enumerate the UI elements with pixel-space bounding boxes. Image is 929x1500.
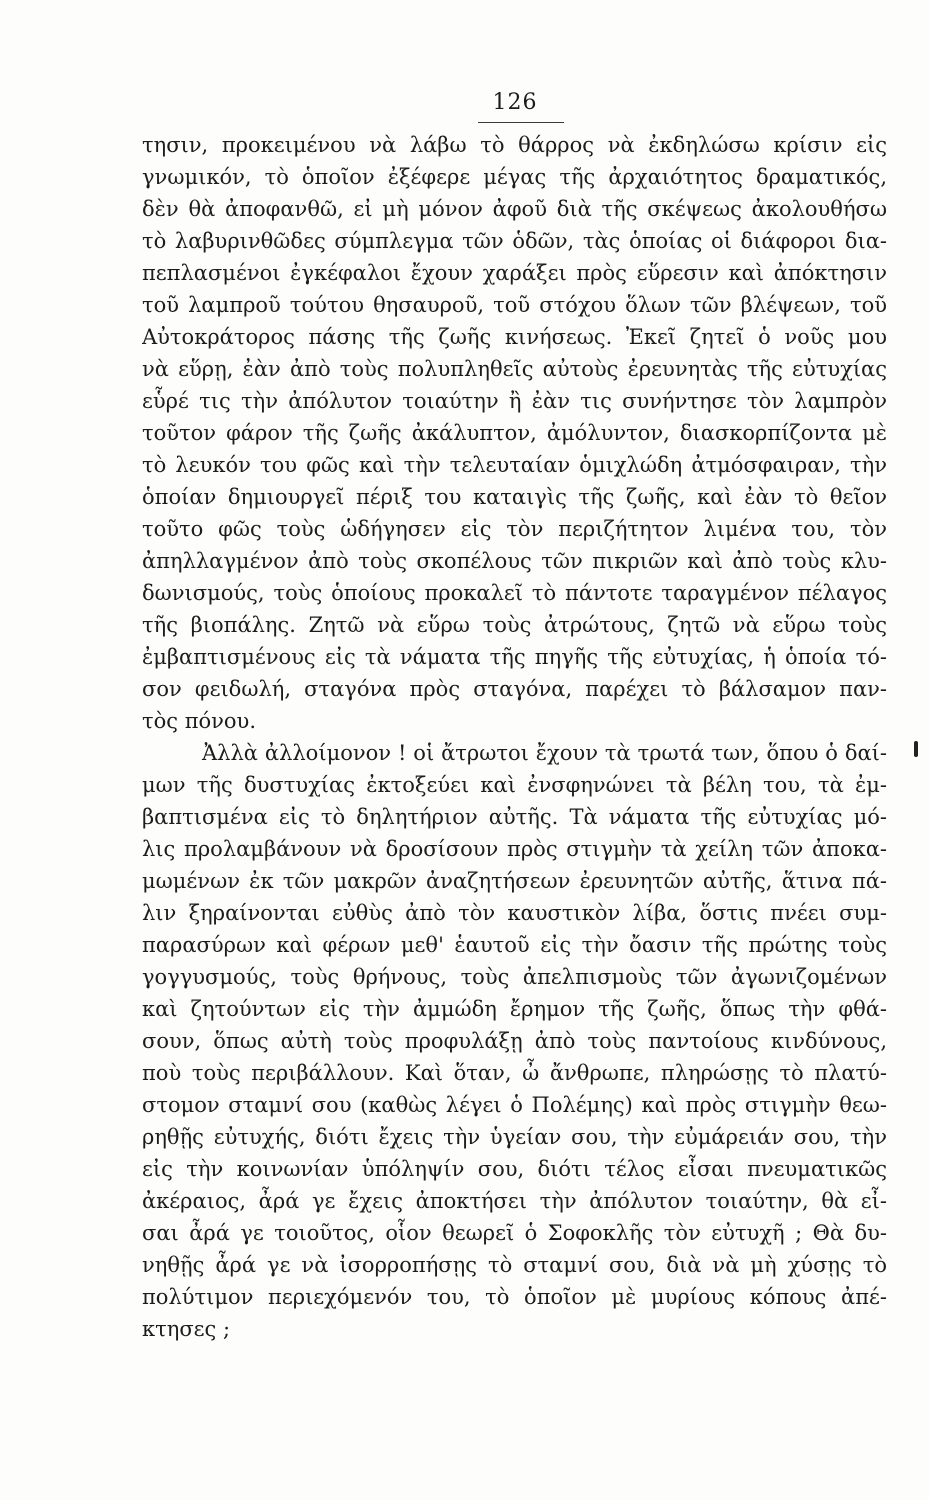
text-line: δωνισμούς, τοὺς ὁποίους προκαλεῖ τὸ πάντοτε ταραγμένον πέλαγος bbox=[142, 581, 887, 605]
text-line: λις προλαμβάνουν νὰ δροσίσουν πρὸς στιγμὴν τὰ χείλη τῶν ἀποκα- bbox=[142, 837, 887, 861]
text-line: καὶ ζητούντων εἰς τὴν ἀμμώδη ἔρημον τῆς ζωῆς, ὅπως τὴν φθά- bbox=[142, 997, 887, 1021]
text-line: μων τῆς δυστυχίας ἐκτοξεύει καὶ ἐνσφηνώνει τὰ βέλη του, τὰ ἐμ- bbox=[142, 773, 887, 797]
margin-ink-mark bbox=[914, 741, 918, 757]
page-number-rule bbox=[478, 122, 564, 123]
text-line: Αὐτοκράτορος πάσης τῆς ζωῆς κινήσεως. Ἐκεῖ ζητεῖ ὁ νοῦς μου bbox=[142, 325, 887, 349]
paragraph-start-line: Ἀλλὰ ἀλλοίμονον ! οἱ ἄτρωτοι ἔχουν τὰ τρωτά των, ὅπου ὁ δαί- bbox=[202, 741, 887, 765]
text-line: εἰς τὴν κοινωνίαν ὑπόληψίν σου, διότι τέλος εἶσαι πνευματικῶς bbox=[142, 1157, 887, 1181]
text-line: γογγυσμούς, τοὺς θρήνους, τοὺς ἀπελπισμοὺς τῶν ἀγωνιζομένων bbox=[142, 965, 887, 989]
text-line: τῆς βιοπάλης. Ζητῶ νὰ εὕρω τοὺς ἀτρώτους, ζητῶ νὰ εὕρω τοὺς bbox=[142, 613, 887, 637]
text-line: εὗρέ τις τὴν ἀπόλυτον τοιαύτην ἢ ἐὰν τις συνήντησε τὸν λαμπρὸν bbox=[142, 389, 887, 413]
text-line: νηθῇς ἆρά γε νὰ ἰσορροπήσῃς τὸ σταμνί σου, διὰ νὰ μὴ χύσῃς τὸ bbox=[142, 1253, 887, 1277]
text-line: παρασύρων καὶ φέρων μεθ' ἑαυτοῦ εἰς τὴν ὄασιν τῆς πρώτης τοὺς bbox=[142, 933, 887, 957]
text-line: σον φειδωλή, σταγόνα πρὸς σταγόνα, παρέχει τὸ βάλσαμον παν- bbox=[142, 677, 887, 701]
text-line: ἐμβαπτισμένους εἰς τὰ νάματα τῆς πηγῆς τῆς εὐτυχίας, ἡ ὁποία τό- bbox=[142, 645, 887, 669]
text-line: τοῦτο φῶς τοὺς ὡδήγησεν εἰς τὸν περιζήτητον λιμένα του, τὸν bbox=[142, 517, 887, 541]
text-line: τὸ λαβυρινθῶδες σύμπλεγμα τῶν ὁδῶν, τὰς ὁποίας οἱ διάφοροι δια- bbox=[142, 229, 887, 253]
body-text bbox=[142, 129, 887, 1345]
text-line: ἀκέραιος, ἆρά γε ἔχεις ἀποκτήσει τὴν ἀπόλυτον τοιαύτην, θὰ εἶ- bbox=[142, 1189, 887, 1213]
text-line: ἀπηλλαγμένον ἀπὸ τοὺς σκοπέλους τῶν πικριῶν καὶ ἀπὸ τοὺς κλυ- bbox=[142, 549, 887, 573]
text-line: νὰ εὕρῃ, ἐὰν ἀπὸ τοὺς πολυπληθεῖς αὐτοὺς ἐρευνητὰς τῆς εὐτυχίας bbox=[142, 357, 887, 381]
text-line: σουν, ὅπως αὐτὴ τοὺς προφυλάξῃ ἀπὸ τοὺς παντοίους κινδύνους, bbox=[142, 1029, 887, 1053]
text-line: τοῦτον φάρον τῆς ζωῆς ἀκάλυπτον, ἀμόλυντον, διασκορπίζοντα μὲ bbox=[142, 421, 887, 445]
text-line: τὸ λευκόν του φῶς καὶ τὴν τελευταίαν ὁμιχλώδη ἀτμόσφαιραν, τὴν bbox=[142, 453, 887, 477]
text-line: γνωμικόν, τὸ ὁποῖον ἐξέφερε μέγας τῆς ἀρχαιότητος δραματικός, bbox=[142, 165, 887, 189]
text-line: τοῦ λαμπροῦ τούτου θησαυροῦ, τοῦ στόχου ὅλων τῶν βλέψεων, τοῦ bbox=[142, 293, 887, 317]
text-line: ποὺ τοὺς περιβάλλουν. Καὶ ὅταν, ὦ ἄνθρωπε, πληρώσῃς τὸ πλατύ- bbox=[142, 1061, 887, 1085]
text-line: τὸς πόνου. bbox=[142, 709, 256, 733]
text-line: ρηθῇς εὐτυχής, διότι ἔχεις τὴν ὑγείαν σου, τὴν εὐμάρειάν σου, τὴν bbox=[142, 1125, 887, 1149]
text-line: κτησες ; bbox=[142, 1317, 231, 1341]
text-line: ὁποίαν δημιουργεῖ πέριξ του καταιγὶς τῆς ζωῆς, καὶ ἐὰν τὸ θεῖον bbox=[142, 485, 887, 509]
text-line: βαπτισμένα εἰς τὸ δηλητήριον αὐτῆς. Τὰ νάματα τῆς εὐτυχίας μό- bbox=[142, 805, 887, 829]
text-line: λιν ξηραίνονται εὐθὺς ἀπὸ τὸν καυστικὸν λίβα, ὅστις πνέει συμ- bbox=[142, 901, 887, 925]
text-line: μωμένων ἐκ τῶν μακρῶν ἀναζητήσεων ἐρευνητῶν αὐτῆς, ἅτινα πά- bbox=[142, 869, 887, 893]
text-line: σαι ἆρά γε τοιοῦτος, οἷον θεωρεῖ ὁ Σοφοκλῆς τὸν εὐτυχῆ ; Θὰ δυ- bbox=[142, 1221, 887, 1245]
text-line: πεπλασμένοι ἐγκέφαλοι ἔχουν χαράξει πρὸς εὕρεσιν καὶ ἀπόκτησιν bbox=[142, 261, 887, 285]
text-line: πολύτιμον περιεχόμενόν του, τὸ ὁποῖον μὲ μυρίους κόπους ἀπέ- bbox=[142, 1285, 887, 1309]
text-line: στομον σταμνί σου (καθὼς λέγει ὁ Πολέμης) καὶ πρὸς στιγμὴν θεω- bbox=[142, 1093, 887, 1117]
page-number: 126 bbox=[492, 90, 538, 115]
text-line: τησιν, προκειμένου νὰ λάβω τὸ θάρρος νὰ ἐκδηλώσω κρίσιν εἰς bbox=[142, 133, 887, 157]
text-line: δὲν θὰ ἀποφανθῶ, εἰ μὴ μόνον ἀφοῦ διὰ τῆς σκέψεως ἀκολουθήσω bbox=[142, 197, 887, 221]
